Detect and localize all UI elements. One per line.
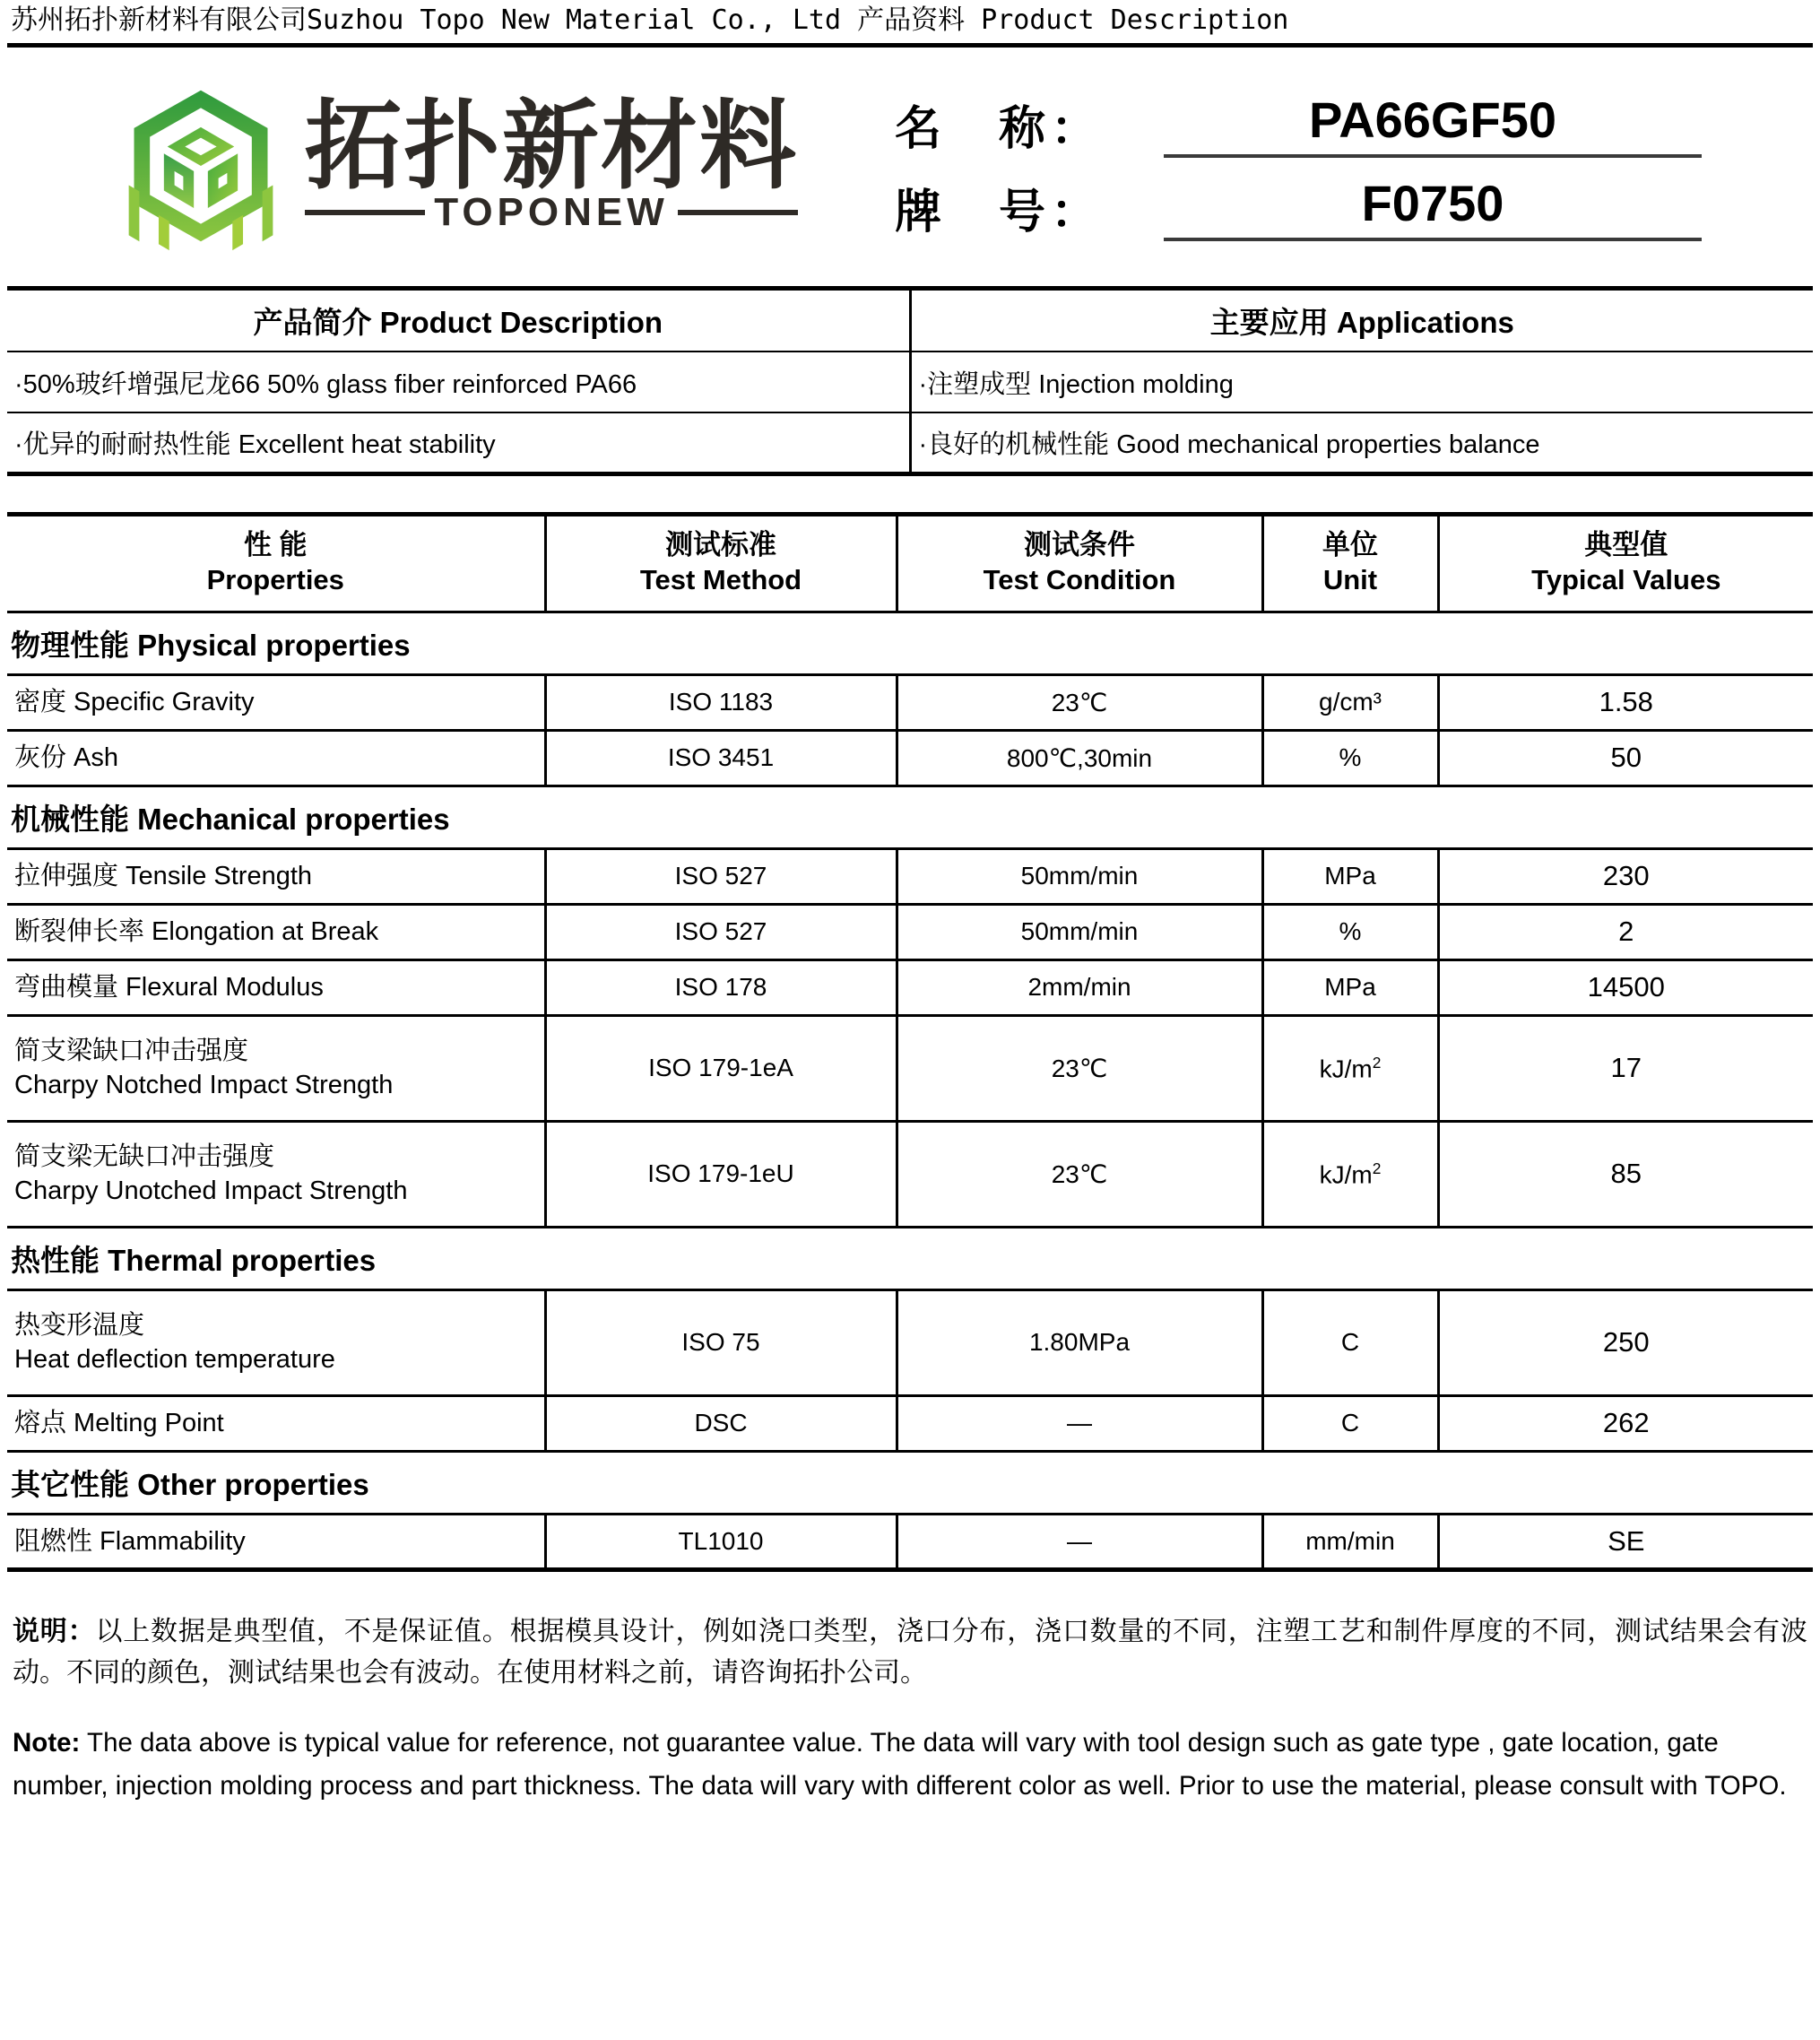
- property-typical-value: 262: [1438, 1395, 1813, 1451]
- property-name: 密度 Specific Gravity: [7, 674, 545, 730]
- note-chinese-text: 以上数据是典型值，不是保证值。根据模具设计，例如浇口类型，浇口分布，浇口数量的不同，注塑工艺和制件厚度的不同，测试结果会有波动。不同的颜色，测试结果也会有波动。在使用材料之前，请咨询拓扑公司。: [13, 1616, 1807, 1688]
- wordmark-english-row: [305, 190, 798, 235]
- table-row: [7, 1514, 1813, 1569]
- note-english-label: Note:: [13, 1727, 81, 1758]
- product-grade-row: [868, 174, 1806, 241]
- property-test-method: ISO 75: [545, 1289, 897, 1395]
- section-title-row: [7, 1451, 1813, 1514]
- col-header-properties-cn: 性 能: [243, 528, 308, 560]
- unit-exponent: 2: [1372, 1053, 1382, 1072]
- properties-table: [7, 512, 1813, 1572]
- property-name-en: Heat deflection temperature: [14, 1345, 335, 1375]
- property-name-cn: 热变形温度: [14, 1311, 145, 1341]
- section-title: 热性能 Thermal properties: [7, 1227, 1813, 1289]
- notes-block: [7, 1611, 1813, 1808]
- property-name: [7, 1289, 545, 1395]
- property-test-condition: 23℃: [897, 1121, 1262, 1227]
- description-item-1: ·50%玻纤增强尼龙66 50% glass fiber reinforced PA66: [7, 352, 910, 412]
- property-unit: mm/min: [1262, 1514, 1438, 1569]
- col-header-unit-en: Unit: [1322, 564, 1378, 596]
- property-test-method: ISO 527: [545, 848, 897, 904]
- table-row: [7, 1395, 1813, 1451]
- property-test-method: ISO 3451: [545, 730, 897, 786]
- property-test-method: ISO 179-1eA: [545, 1015, 897, 1121]
- property-unit: MPa: [1262, 959, 1438, 1015]
- application-item-2: ·良好的机械性能 Good mechanical properties balance: [910, 412, 1813, 473]
- table-row: [7, 904, 1813, 959]
- col-header-test-condition-cn: 测试条件: [1024, 528, 1135, 560]
- product-name-label: 名 称：: [895, 101, 1104, 156]
- applications-heading: 主要应用 Applications: [910, 289, 1813, 352]
- col-header-properties: [7, 514, 545, 612]
- brand-block: [7, 78, 868, 254]
- masthead: [7, 48, 1813, 282]
- col-header-typical-values-en: Typical Values: [1531, 564, 1721, 596]
- property-test-condition: 50mm/min: [897, 848, 1262, 904]
- property-test-condition: —: [897, 1395, 1262, 1451]
- product-grade-field: [1164, 174, 1702, 241]
- property-unit: %: [1262, 730, 1438, 786]
- product-grade-label: 牌 号：: [895, 185, 1104, 239]
- property-typical-value: 2: [1438, 904, 1813, 959]
- application-item-1: ·注塑成型 Injection molding: [910, 352, 1813, 412]
- note-english-text: The data above is typical value for reference, not guarantee value. The data will vary with tool design such as gate type , gate location, gate number, injection molding process and part thickness. The data will vary with different color as well. Prior to use the material, please consult with TOPO.: [13, 1727, 1787, 1801]
- table-row: [7, 1015, 1813, 1121]
- property-test-method: ISO 1183: [545, 674, 897, 730]
- product-description-heading: 产品简介 Product Description: [7, 289, 910, 352]
- col-header-test-method-cn: 测试标准: [665, 528, 776, 560]
- wordmark-chinese: 拓扑新材料: [305, 91, 799, 200]
- property-typical-value: 14500: [1438, 959, 1813, 1015]
- property-test-condition: 23℃: [897, 1015, 1262, 1121]
- note-english: [13, 1722, 1807, 1808]
- property-test-condition: 1.80MPa: [897, 1289, 1262, 1395]
- section-title-row: [7, 786, 1813, 848]
- property-unit: C: [1262, 1395, 1438, 1451]
- property-test-method: ISO 179-1eU: [545, 1121, 897, 1227]
- property-name: 灰份 Ash: [7, 730, 545, 786]
- section-title: 物理性能 Physical properties: [7, 612, 1813, 674]
- property-typical-value: 85: [1438, 1121, 1813, 1227]
- intro-row-1: [7, 352, 1813, 412]
- property-unit: MPa: [1262, 848, 1438, 904]
- property-test-condition: 2mm/min: [897, 959, 1262, 1015]
- col-header-test-method-en: Test Method: [639, 564, 802, 596]
- property-test-condition: 50mm/min: [897, 904, 1262, 959]
- property-unit: C: [1262, 1289, 1438, 1395]
- property-name: 拉伸强度 Tensile Strength: [7, 848, 545, 904]
- product-grade-value: F0750: [1361, 175, 1504, 231]
- col-header-unit-cn: 单位: [1322, 528, 1378, 560]
- wordmark-english: TOPONEW: [434, 190, 669, 235]
- property-typical-value: 1.58: [1438, 674, 1813, 730]
- col-header-unit: [1262, 514, 1438, 612]
- property-name-en: Charpy Notched Impact Strength: [14, 1071, 394, 1100]
- document-running-header: 苏州拓扑新材料有限公司Suzhou Topo New Material Co., Ltd 产品资料 Product Description: [11, 4, 1289, 36]
- property-typical-value: SE: [1438, 1514, 1813, 1569]
- unit-exponent: 2: [1372, 1159, 1382, 1177]
- table-row: [7, 848, 1813, 904]
- table-row: [7, 674, 1813, 730]
- property-test-method: TL1010: [545, 1514, 897, 1569]
- property-test-condition: 800℃,30min: [897, 730, 1262, 786]
- intro-row-2: [7, 412, 1813, 473]
- property-typical-value: 250: [1438, 1289, 1813, 1395]
- property-test-method: ISO 527: [545, 904, 897, 959]
- col-header-test-condition-en: Test Condition: [983, 564, 1176, 596]
- property-unit: %: [1262, 904, 1438, 959]
- section-title: 其它性能 Other properties: [7, 1451, 1813, 1514]
- product-name-value: PA66GF50: [1309, 91, 1556, 148]
- property-unit: $kJ/m^2$: [1262, 1015, 1438, 1121]
- col-header-typical-values-cn: 典型值: [1584, 528, 1668, 560]
- description-item-2: ·优异的耐耐热性能 Excellent heat stability: [7, 412, 910, 473]
- property-name-en: Charpy Unotched Impact Strength: [14, 1176, 408, 1206]
- table-row: [7, 730, 1813, 786]
- col-header-test-condition: [897, 514, 1262, 612]
- section-title-row: [7, 1227, 1813, 1289]
- section-title: 机械性能 Mechanical properties: [7, 786, 1813, 848]
- properties-table-body: [7, 612, 1813, 1569]
- property-name: [7, 1121, 545, 1227]
- property-typical-value: 17: [1438, 1015, 1813, 1121]
- property-test-condition: —: [897, 1514, 1262, 1569]
- note-chinese-label: 说明：: [13, 1616, 96, 1646]
- property-name: [7, 1015, 545, 1121]
- property-unit: $kJ/m^2$: [1262, 1121, 1438, 1227]
- intro-table: [7, 286, 1813, 476]
- property-typical-value: 230: [1438, 848, 1813, 904]
- property-name: 熔点 Melting Point: [7, 1395, 545, 1451]
- note-chinese: [13, 1611, 1807, 1695]
- table-row: [7, 1121, 1813, 1227]
- table-row: [7, 1289, 1813, 1395]
- property-test-method: ISO 178: [545, 959, 897, 1015]
- table-row: [7, 959, 1813, 1015]
- property-typical-value: 50: [1438, 730, 1813, 786]
- product-identity-block: [868, 91, 1813, 241]
- property-name: 断裂伸长率 Elongation at Break: [7, 904, 545, 959]
- wordmark-rule-right: [678, 210, 798, 215]
- wordmark: [305, 91, 799, 235]
- property-test-method: DSC: [545, 1395, 897, 1451]
- properties-table-header-row: [7, 514, 1813, 612]
- col-header-typical-values: [1438, 514, 1813, 612]
- property-unit: g/cm³: [1262, 674, 1438, 730]
- property-test-condition: 23℃: [897, 674, 1262, 730]
- property-name: 阻燃性 Flammability: [7, 1514, 545, 1569]
- section-title-row: [7, 612, 1813, 674]
- wordmark-rule-left: [305, 210, 425, 215]
- intro-heading-row: [7, 289, 1813, 352]
- col-header-test-method: [545, 514, 897, 612]
- col-header-properties-en: Properties: [206, 564, 344, 596]
- property-name-cn: 简支梁缺口冲击强度: [14, 1037, 249, 1066]
- product-name-field: [1164, 91, 1702, 158]
- property-name: 弯曲模量 Flexural Modulus: [7, 959, 545, 1015]
- property-name-cn: 简支梁无缺口冲击强度: [14, 1142, 275, 1172]
- product-name-row: [868, 91, 1806, 158]
- green-hexagon-cube-logo-icon: [113, 78, 289, 254]
